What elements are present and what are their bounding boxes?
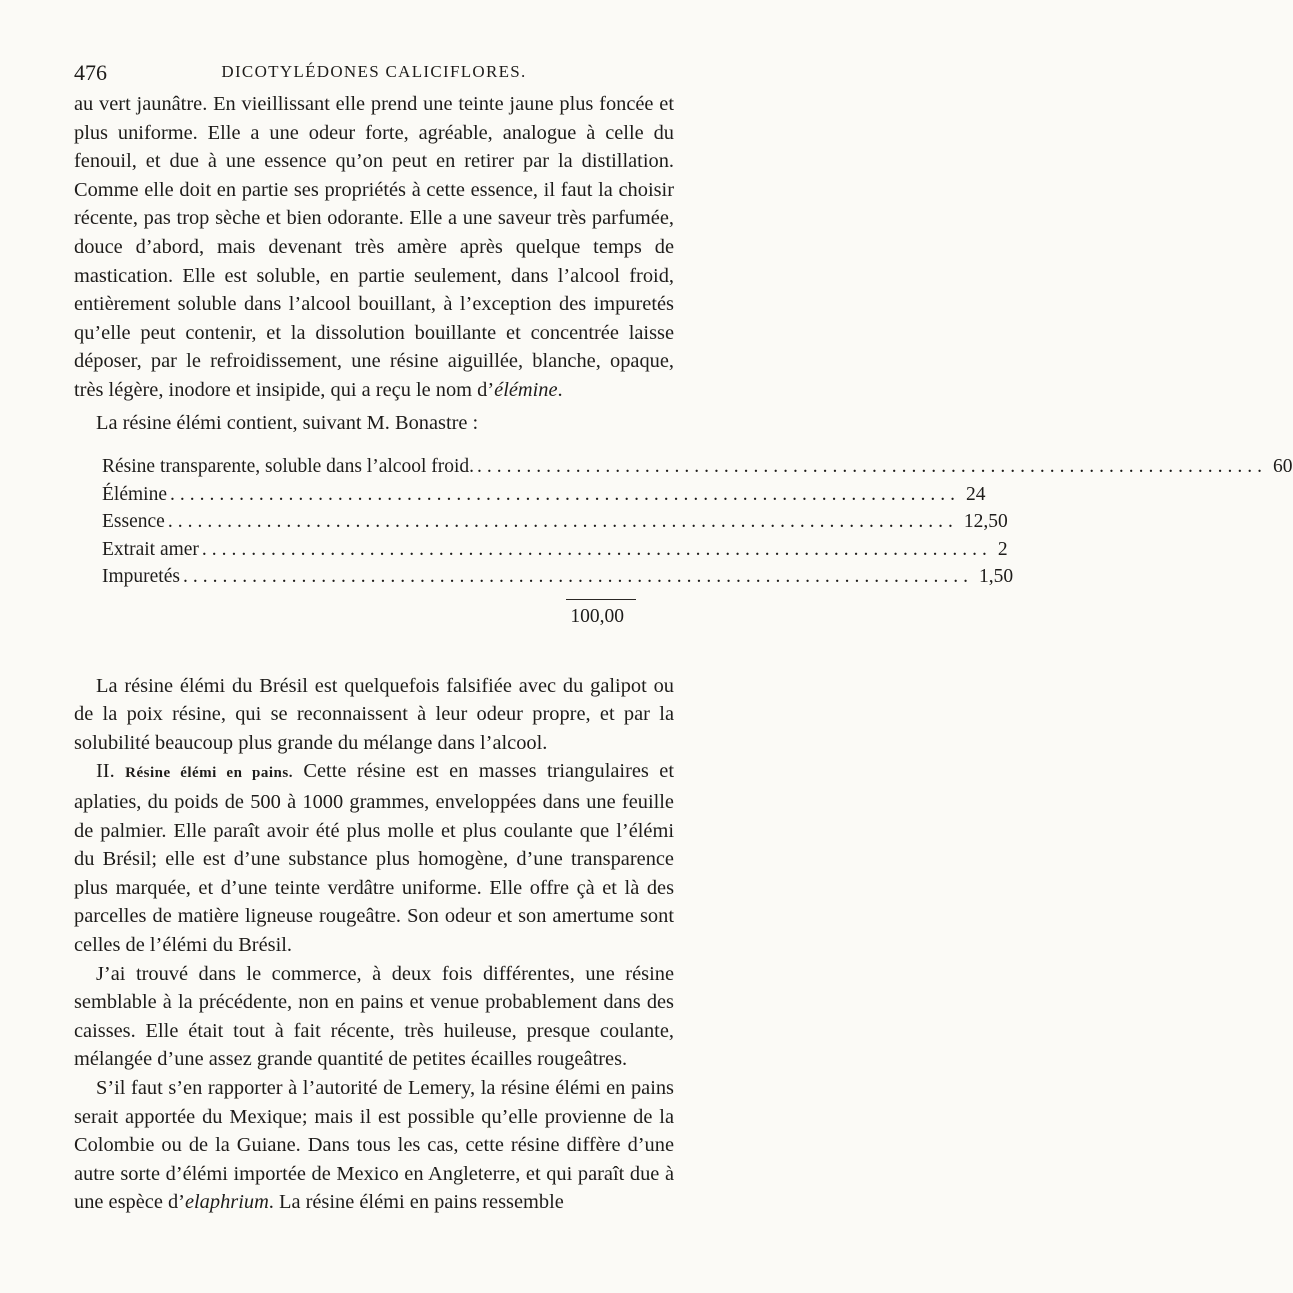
paragraph-1-end: .: [557, 378, 563, 401]
table-row: [102, 453, 1293, 481]
paragraph-1-text: au vert jaunâtre. En vieillissant elle prend une teinte jaune plus foncée et plus uniforme. Elle a une odeur forte, agréable, analogue à celle du fenouil, et due à une essence qu’on peut en retirer par la distillation. Comme elle doit en partie ses propriétés à cette essence, il faut la choisir récente, pas trop sèche et bien odorante. Elle a une saveur très parfumée, douce d’abord, mais devenant très amère après quelque temps de mastication. Elle est soluble, en partie seulement, dans l’alcool froid, entièrement soluble dans l’alcool bouillant, à l’exception des impuretés qu’elle peut contenir, et la dissolution bouillante et concentrée laisse déposer, par le refroidissement, une résine aiguillée, blanche, opaque, très légère, inodore et insipide, qui a reçu le nom d’: [74, 93, 674, 401]
page-number: 476: [74, 60, 107, 85]
table-row-value: 1,50: [978, 566, 1014, 588]
leader-dots: ................................................................................: [201, 538, 992, 560]
table-row: [102, 481, 986, 509]
paragraph-5: J’ai trouvé dans le commerce, à deux fois différentes, une résine semblable à la précédente, non en pains et venue probablement dans des caisses. Elle était tout à fait récente, très huileuse, presque coulante, mélangée d’une assez grande quantité de petites écailles rougeâtres.: [74, 962, 674, 1071]
table-row-label: Extrait amer: [102, 538, 199, 560]
table-row: [102, 536, 1008, 564]
leader-dots: ................................................................................: [169, 483, 960, 505]
paragraph-4-text: Cette résine est en masses triangulaires et aplaties, du poids de 500 à 1000 grammes, enveloppées dans une feuille de palmier. Elle paraît avoir été plus molle et plus coulante que l’élémi du Brésil; elle est d’une substance plus homogène, d’une transparence plus marquée, et d’une teinte verdâtre uniforme. Elle offre çà et là des parcelles de matière ligneuse rougeâtre. Son odeur et son amertume sont celles de l’élémi du Brésil.: [74, 760, 674, 956]
table-row-label: Impuretés: [102, 566, 180, 588]
table-row: [102, 563, 1014, 591]
paragraph-2: La résine élémi contient, suivant M. Bonastre :: [96, 411, 479, 434]
table-row: [102, 508, 1008, 536]
paragraph-1: [74, 90, 674, 405]
body-text: [74, 90, 1293, 1217]
paragraph-4: [74, 757, 674, 959]
paragraph-6-text: S’il faut s’en rapporter à l’autorité de Lemery, la résine élémi en pains serait apportée du Mexique; mais il est possible qu’elle provienne de la Colombie ou de la Guiane. Dans tous les cas, cette résine diffère d’une autre sorte d’élémi importée de Mexico en Angleterre, et qui paraît due à une espèce d’: [74, 1076, 674, 1214]
leader-dots: ................................................................................: [167, 511, 958, 533]
leader-dots: ................................................................................: [477, 456, 1268, 478]
section-heading: Résine élémi en pains.: [125, 765, 293, 782]
table-row-value: 2: [997, 538, 1008, 560]
paragraph-6: [74, 1074, 674, 1217]
table-row-label: Élémine: [102, 483, 167, 505]
section-number: II.: [96, 760, 126, 783]
table-row-label: Essence: [102, 511, 165, 533]
page-header: [74, 60, 674, 90]
paragraph-3: La résine élémi du Brésil est quelquefois falsifiée avec du galipot ou de la poix résine, qui se reconnaissent à leur odeur propre, et par la solubilité beaucoup plus grande du mélange dans l’alcool.: [74, 674, 674, 754]
table-row-value: 60: [1273, 456, 1293, 478]
paragraph-6-end: . La résine élémi en pains ressemble: [268, 1191, 564, 1214]
composition-table: [102, 453, 1293, 632]
italic-term-elemine: élémine: [494, 378, 558, 401]
table-row-value: 24: [965, 483, 986, 505]
leader-dots: ................................................................................: [182, 566, 973, 588]
table-total: 100,00: [570, 605, 624, 627]
running-title: DICOTYLÉDONES CALICIFLORES.: [221, 62, 527, 81]
table-row-value: 12,50: [963, 511, 1008, 533]
total-rule: [566, 599, 636, 600]
italic-term-elaphrium: elaphrium: [184, 1191, 269, 1214]
table-row-label: Résine transparente, soluble dans l’alcool froid.: [102, 456, 475, 478]
